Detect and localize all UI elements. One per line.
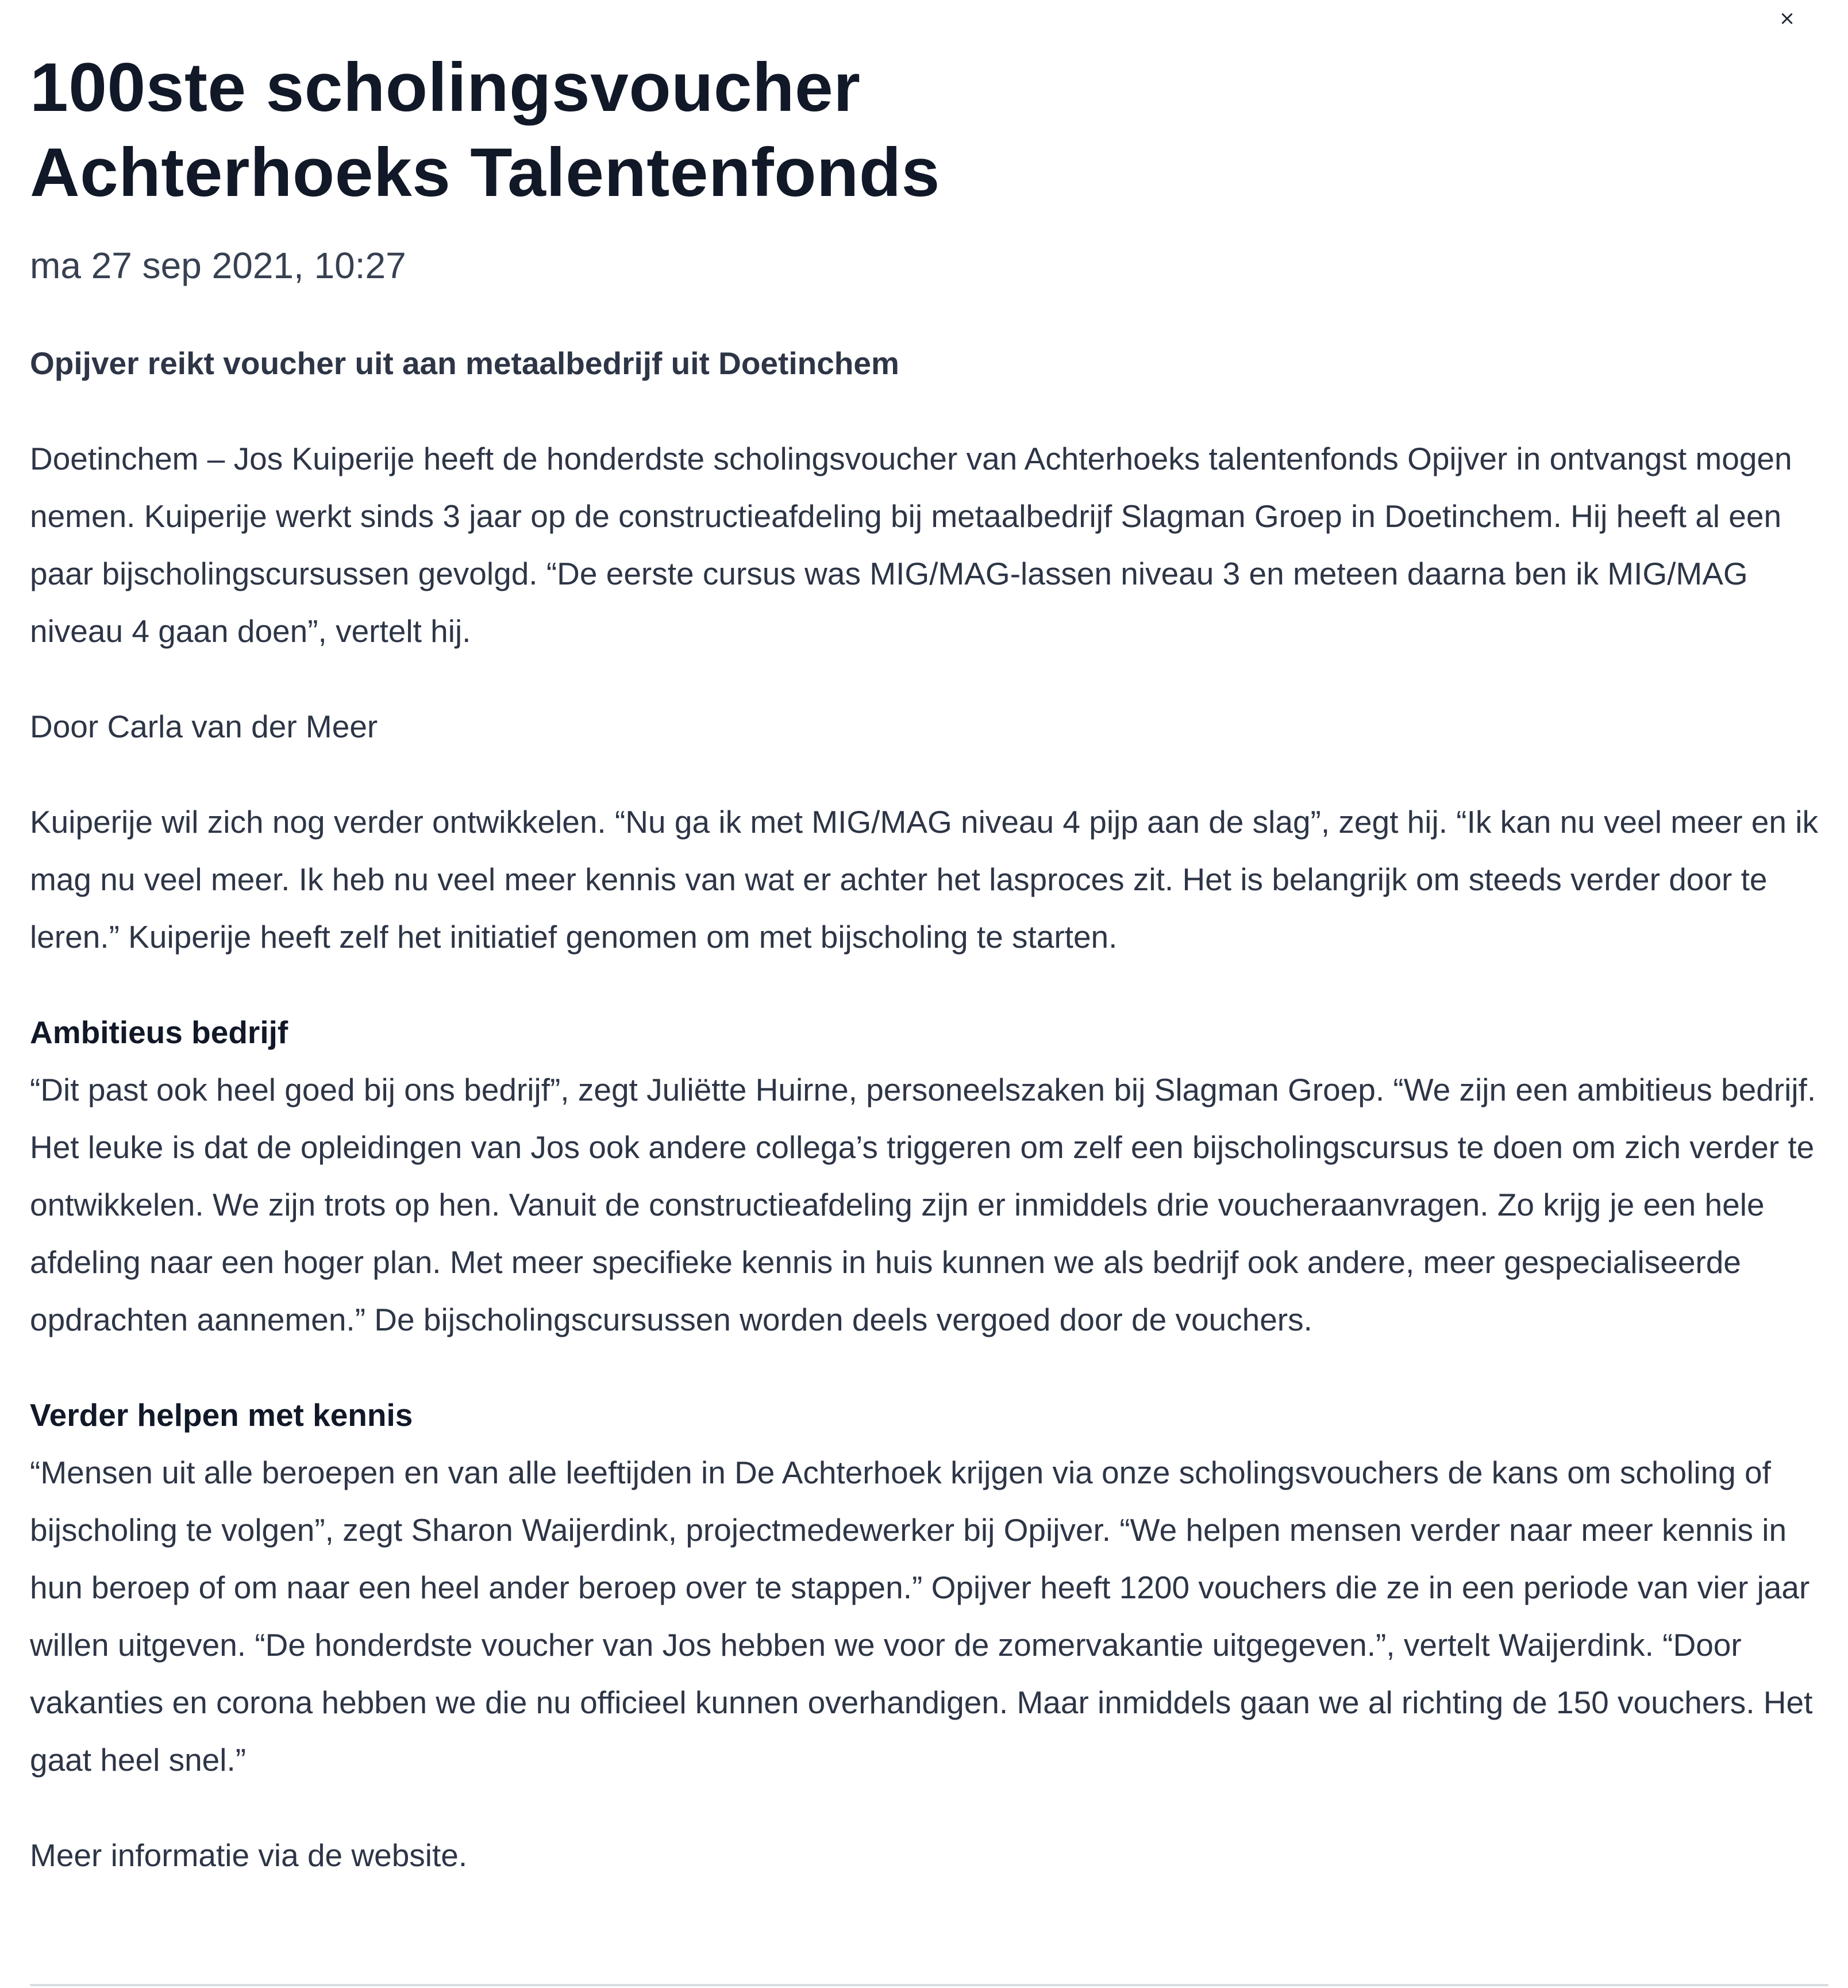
publish-date: ma 27 sep 2021, 10:27 [30, 245, 406, 286]
close-icon[interactable]: × [1778, 7, 1796, 30]
title-line-1: 100ste scholingsvoucher [30, 49, 861, 126]
closing-text: Meer informatie via de website. [30, 1837, 468, 1873]
section-heading: Ambitieus bedrijf [30, 1014, 288, 1050]
title-line-2: Achterhoeks Talentenfonds [30, 134, 940, 211]
section-text: “Mensen uit alle beroepen en van alle leeftijden in De Achterhoek krijgen via onze scholingsvouchers de kans om scholing of bijscholing te volgen”, zegt Sharon Waijerdink, projectmedewerker bij Opijver. “We helpen mensen verder naar meer kennis in hun beroep of om naar een heel ander beroep over te stappen.” Opijver heeft 1200 vouchers die ze in een periode van vier jaar willen uitgeven. “De honderdste voucher van Jos hebben we voor de zomervakantie uitgegeven.”, vertelt Waijerdink. “Door vakanties en corona hebben we die nu officieel kunnen overhandigen. Maar inmiddels gaan we al richting de 150 vouchers. Het gaat heel snel.” [30, 1455, 1813, 1778]
section-text: “Dit past ook heel goed bij ons bedrijf”, zegt Juliëtte Huirne, personeelszaken bij Slagman Groep. “We zijn een ambitieus bedrijf. Het leuke is dat de opleidingen van Jos ook andere collega’s triggeren om zelf een bijscholingscursus te doen om zich verder te ontwikkelen. We zijn trots op hen. Vanuit de constructieafdeling zijn er inmiddels drie voucheraanvragen. Zo krijg je een hele afdeling naar een hoger plan. Met meer specifieke kennis in huis kunnen we als bedrijf ook andere, meer gespecialiseerde opdrachten aannemen.” De bijscholingscursussen worden deels vergoed door de vouchers. [30, 1072, 1816, 1337]
byline: Door Carla van der Meer [30, 709, 378, 744]
lead-text: Opijver reikt voucher uit aan metaalbedrijf uit Doetinchem [30, 345, 899, 381]
section-heading: Verder helpen met kennis [30, 1397, 413, 1433]
section-ambitieus-bedrijf [30, 1003, 1828, 1348]
paragraph-development: Kuiperije wil zich nog verder ontwikkelen. “Nu ga ik met MIG/MAG niveau 4 pijp aan de slag”, zegt hij. “Ik kan nu veel meer en ik mag nu veel meer. Ik heb nu veel meer kennis van wat er achter het lasproces zit. Het is belangrijk om steeds verder door te leren.” Kuiperije heeft zelf het initiatief genomen om met bijscholing te starten. [30, 804, 1818, 955]
close-button[interactable] [1773, 5, 1801, 32]
paragraph-intro: Doetinchem – Jos Kuiperije heeft de honderdste scholingsvoucher van Achterhoeks talentenfonds Opijver in ontvangst mogen nemen. Kuiperije werkt sinds 3 jaar op de constructieafdeling bij metaalbedrijf Slagman Groep in Doetinchem. Hij heeft al een paar bijscholingscursussen gevolgd. “De eerste cursus was MIG/MAG-lassen niveau 3 en meteen daarna ben ik MIG/MAG niveau 4 gaan doen”, vertelt hij. [30, 441, 1792, 649]
divider [30, 1984, 1828, 1986]
article [30, 45, 1828, 1884]
section-verder-helpen [30, 1386, 1828, 1789]
page-title [30, 45, 1828, 215]
